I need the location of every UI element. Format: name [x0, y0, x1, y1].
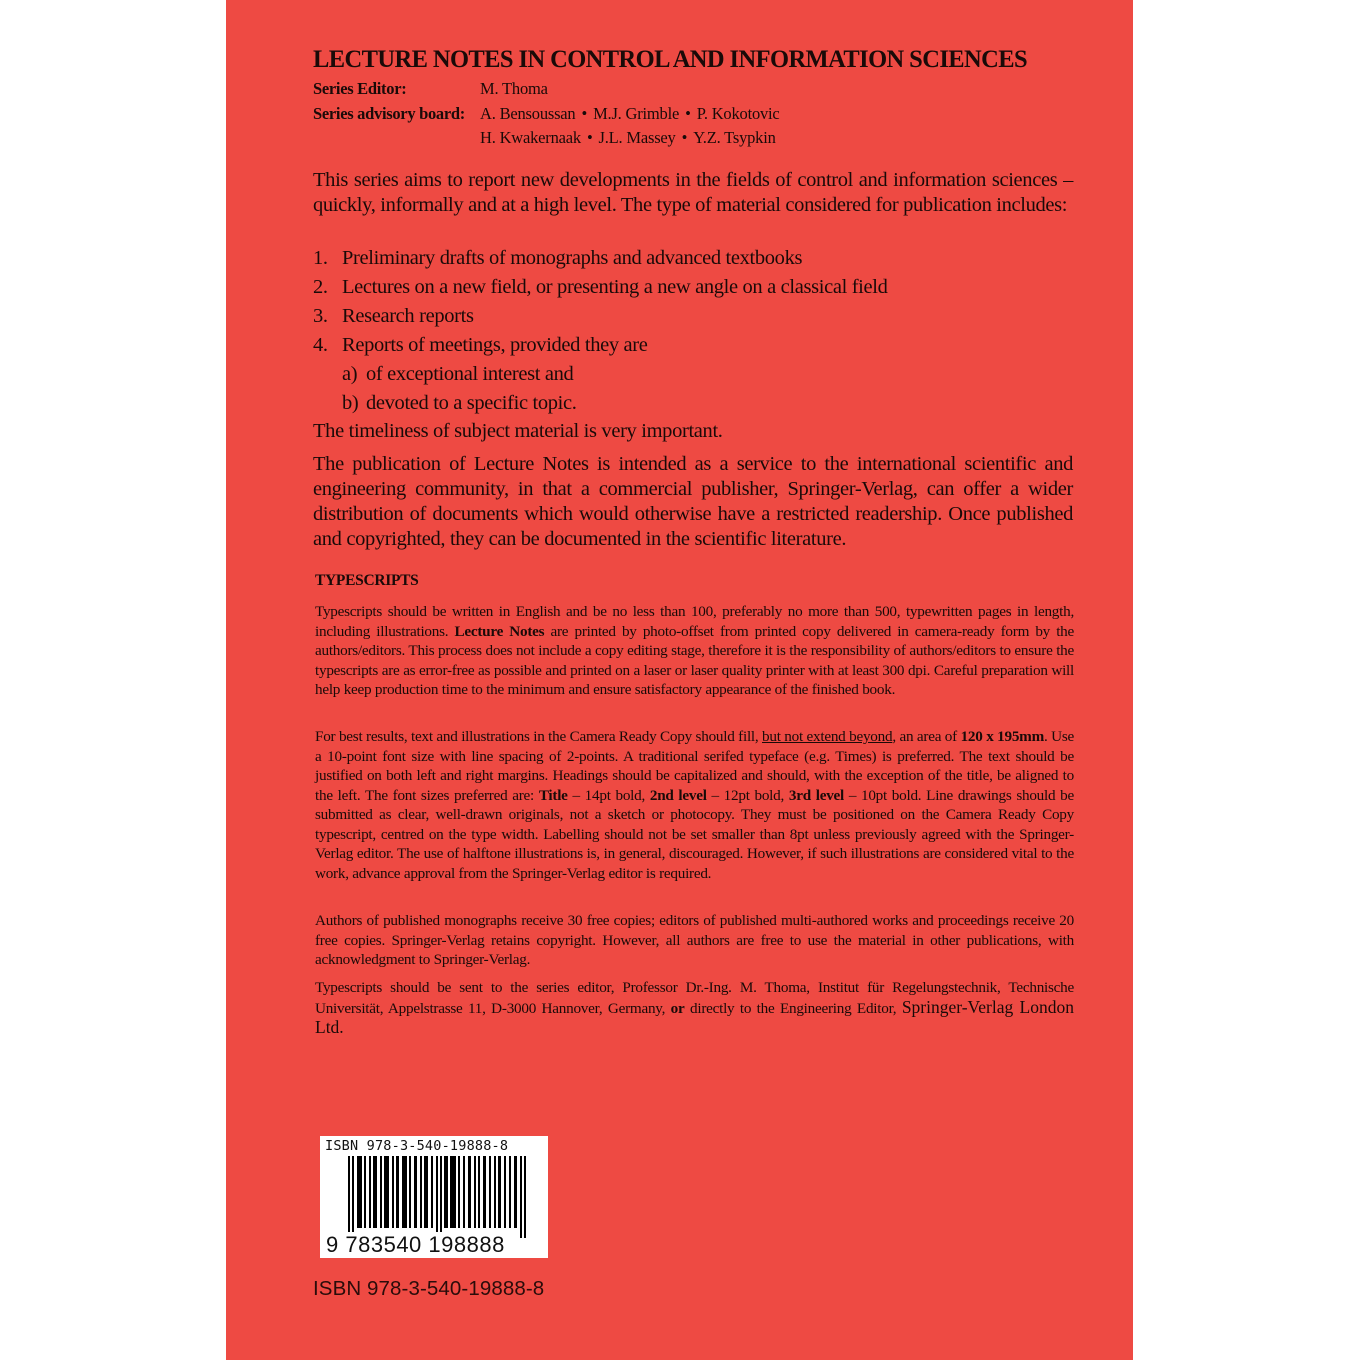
typescripts-paragraph-1 — [315, 602, 1074, 700]
list-number: b) — [342, 392, 359, 414]
emphasis: Lecture Notes — [454, 622, 545, 640]
board-member: P. Kokotovic — [696, 104, 780, 123]
list-number: 2. — [313, 276, 328, 298]
emphasis: Title — [538, 786, 568, 804]
typescripts-paragraph-4 — [315, 978, 1074, 1039]
bullet-separator: • — [581, 104, 588, 123]
series-editor-label: Series Editor: — [313, 79, 407, 98]
advisory-board-label: Series advisory board: — [313, 104, 465, 123]
list-text: Research reports — [342, 305, 474, 327]
emphasis: 3rd level — [788, 786, 844, 804]
emphasis: 120 x 195mm — [960, 728, 1044, 745]
publication-paragraph: The publication of Lecture Notes is intended as a service to the international scientific and engineering community, in that a commercial publisher, Springer-Verlag, can offer a wider distribution of documents which would otherwise have a restricted readership. Once published and copyrighted, they can be documented in the scientific literature. — [313, 453, 1073, 550]
board-member: A. Bensoussan — [480, 104, 576, 123]
intro-paragraph: This series aims to report new developments in the fields of control and information sciences – quickly, informally and at a high level. The type of material considered for publication includes: — [313, 169, 1073, 216]
bullet-separator: • — [685, 104, 691, 123]
list-item — [313, 276, 888, 299]
underlined-text: but not extend beyond — [762, 728, 893, 745]
list-text: Lectures on a new field, or presenting a new angle on a classical field — [342, 276, 888, 298]
bullet-separator: • — [681, 128, 688, 147]
advisory-board-row — [313, 104, 780, 124]
emphasis: 2nd level — [649, 786, 707, 804]
barcode-left-digits: 783540 — [345, 1232, 422, 1257]
text: directly to the Engineering Editor, — [684, 999, 902, 1017]
sub-list-item — [342, 392, 577, 415]
barcode-digits — [326, 1232, 505, 1258]
typescripts-paragraph-3: Authors of published monographs receive 30 free copies; editors of published multi-authored works and proceedings receive 20 free copies. Springer-Verlag retains copyright. However, all authors are free to use the material in other publications, with acknowledgment to Springer-Verlag. — [315, 912, 1074, 968]
board-member: Y.Z. Tsypkin — [693, 128, 776, 147]
board-member: J.L. Massey — [598, 128, 676, 147]
bullet-separator: • — [586, 128, 593, 147]
barcode-bars-icon — [348, 1156, 530, 1238]
isbn-barcode — [320, 1136, 548, 1258]
list-item — [313, 334, 648, 357]
board-member: M.J. Grimble — [593, 104, 680, 123]
text: – 14pt bold, — [567, 786, 650, 804]
list-number: 3. — [313, 305, 328, 327]
barcode-isbn-label: ISBN 978-3-540-19888-8 — [325, 1138, 509, 1154]
barcode-prefix-digit: 9 — [326, 1232, 339, 1257]
advisory-board-line-1 — [480, 104, 780, 124]
list-number: 4. — [313, 334, 328, 356]
text: For best results, text and illustrations in the Camera Ready Copy should fill, — [315, 728, 763, 745]
advisory-board-line-2 — [480, 128, 776, 148]
list-item — [313, 305, 474, 328]
series-editor-row — [313, 79, 548, 99]
board-member: H. Kwakernaak — [480, 128, 581, 147]
series-title: LECTURE NOTES IN CONTROL AND INFORMATION SCIENCES — [313, 44, 1028, 73]
text: , an area of — [892, 728, 961, 745]
text: – 10pt bold. Line drawings should be submitted as clear, well-drawn originals, not a sketch or photocopy. They must be positioned on the Camera Ready Copy typescript, centred on the type width. Labelling should not be set smaller than 8pt unless previously agreed with the Springer-Verlag editor. The use of halftone illustrations is, in general, discouraged. However, if such illustrations are considered vital to the work, advance approval from the Springer-Verlag editor is required. — [315, 786, 1074, 882]
list-text: devoted to a specific topic. — [366, 392, 577, 414]
isbn-footer: ISBN 978-3-540-19888-8 — [313, 1277, 545, 1300]
emphasis: or — [670, 999, 685, 1017]
series-editor-name: M. Thoma — [480, 79, 548, 98]
list-text: Reports of meetings, provided they are — [342, 334, 648, 356]
text: . Use a 10-point font size with line spacing of 2-points. A traditional serifed typeface (e.g. Times) is preferred. The text should be justified on both left and right margins. Headings should be capitalized and should, with the exception of the title, be aligned to the left. The font sizes preferred are: — [315, 728, 1074, 804]
publisher-name: Springer-Verlag London Ltd. — [315, 996, 1074, 1037]
list-text: of exceptional interest and — [366, 363, 574, 385]
list-number: 1. — [313, 247, 328, 269]
text: – 12pt bold, — [706, 786, 789, 804]
typescripts-paragraph-2 — [315, 727, 1074, 883]
barcode-right-digits: 198888 — [428, 1232, 505, 1257]
text: Typescripts should be sent to the series editor, Professor Dr.-Ing. M. Thoma, Institut für Regelungstechnik, Technische Universität, Appelstrasse 11, D-3000 Hannover, Germany, — [315, 979, 1074, 1017]
list-number: a) — [342, 363, 358, 385]
text: Typescripts should be written in English and be no less than 100, preferably no more than 500, typewritten pages in length, including illustrations. — [315, 603, 1074, 640]
list-text: Preliminary drafts of monographs and advanced textbooks — [342, 247, 803, 269]
list-item — [313, 247, 802, 270]
sub-list-item — [342, 363, 573, 386]
typescripts-heading: TYPESCRIPTS — [315, 572, 419, 589]
text: are printed by photo-offset from printed copy delivered in camera-ready form by the authors/editors. This process does not include a copy editing stage, therefore it is the responsibility of authors/editors to ensure the typescripts are as error-free as possible and printed on a laser or laser quality printer with at least 300 dpi. Careful preparation will help keep production time to the minimum and ensure satisfactory appearance of the finished book. — [315, 622, 1075, 698]
timeliness-note: The timeliness of subject material is very important. — [313, 420, 723, 442]
